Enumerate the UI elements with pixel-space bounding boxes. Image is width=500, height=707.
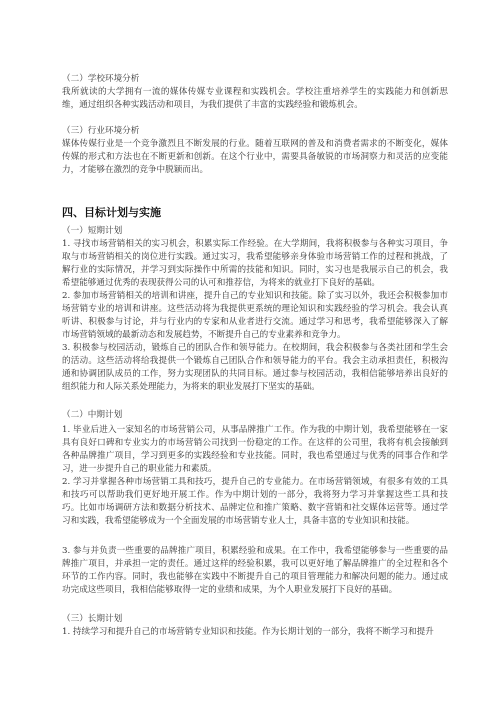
long-term-title: （三）长期计划 — [62, 614, 123, 624]
short-term-item-3: 3. 积极参与校园活动，锻炼自己的团队合作和领导能力。在校期间，我会积极参与各类社团和学生会的活动。这些活动将给我提供一个锻炼自己团队合作和领导能力的平台。我会主动承担责任，积极沟通和协调团队成员的工作，努力实现团队的共同目标。通过参与校园活动，我相信能够培养出良好的组织能力和人际关系处理能力，为将来的职业发展打下坚实的基础。 — [62, 343, 448, 392]
long-term-item-1: 1. 持续学习和提升自己的市场营销专业知识和技能。作为长期计划的一部分，我将不断学习和提升 — [62, 627, 434, 637]
short-term-title: （一）短期计划 — [62, 226, 123, 236]
mid-term-item-1: 1. 毕业后进入一家知名的市场营销公司，从事品牌推广工作。作为我的中期计划，我希望能够在一家具有良好口碑和专业实力的市场营销公司找到一份稳定的工作。在这样的公司里，我将有机会接触到各种品牌推广项目，学习到更多的实践经验和专业技能。同时，我也希望通过与优秀的同事合作和学习，进一步提升自己的职业能力和素质。 — [62, 425, 448, 474]
short-term-item-1: 1. 寻找市场营销相关的实习机会，积累实际工作经验。在大学期间，我将积极参与各种实习项目，争取与市场营销相关的岗位进行实践。通过实习，我希望能够亲身体验市场营销工作的过程和挑战，了解行业的实际情况，并学习到实际操作中所需的技能和知识。同时，实习也是我展示自己的机会，我希望能够通过优秀的表现获得公司的认可和推荐信，为将来的就业打下良好的基础。 — [62, 239, 448, 288]
industry-analysis-title: （三）行业环境分析 — [62, 126, 140, 136]
school-analysis-text: 我所就读的大学拥有一流的媒体传媒专业课程和实践机会。学校注重培养学生的实践能力和创新思维，通过组织各种实践活动和项目，为我们提供了丰富的实践经验和锻炼机会。 — [62, 87, 448, 110]
short-term-item-2: 2. 参加市场营销相关的培训和讲座，提升自己的专业知识和技能。除了实习以外，我还会积极参加市场营销专业的培训和讲座。这些活动将为我提供更系统的理论知识和实践经验的学习机会。我会认真听讲、积极参与讨论，并与行业内的专家和从业者进行交流。通过学习和思考，我希望能够深入了解市场营销领域的最新动态和发展趋势，不断提升自己的专业素养和竞争力。 — [62, 291, 448, 340]
school-analysis-title: （二）学校环境分析 — [62, 74, 140, 84]
mid-term-item-3: 3. 参与并负责一些重要的品牌推广项目，积累经验和成果。在工作中，我希望能够参与一些重要的品牌推广项目，并承担一定的责任。通过这样的经验积累，我可以更好地了解品牌推广的全过程和各个环节的工作内容。同时，我也能够在实践中不断提升自己的项目管理能力和解决问题的能力。通过成功完成这些项目，我相信能够取得一定的业绩和成果，为个人职业发展打下良好的基础。 — [62, 546, 448, 595]
mid-term-title: （二）中期计划 — [62, 410, 123, 420]
section-four-heading: 四、目标计划与实施 — [62, 206, 161, 219]
industry-analysis-text: 媒体传媒行业是一个竞争激烈且不断发展的行业。随着互联网的普及和消费者需求的不断变化，媒体传媒的形式和方法也在不断更新和创新。在这个行业中，需要具备敏锐的市场洞察力和灵活的应变能力，才能够在激烈的竞争中脱颖而出。 — [62, 139, 448, 175]
mid-term-item-2: 2. 学习并掌握各种市场营销工具和技巧，提升自己的专业能力。在市场营销领域，有很多有效的工具和技巧可以帮助我们更好地开展工作。作为中期计划的一部分，我将努力学习并掌握这些工具和技巧。比如市场调研方法和数据分析技术、品牌定位和推广策略、数字营销和社交媒体运营等。通过学习和实践，我希望能够成为一个全面发展的市场营销专业人士，具备丰富的专业知识和技能。 — [62, 477, 448, 526]
